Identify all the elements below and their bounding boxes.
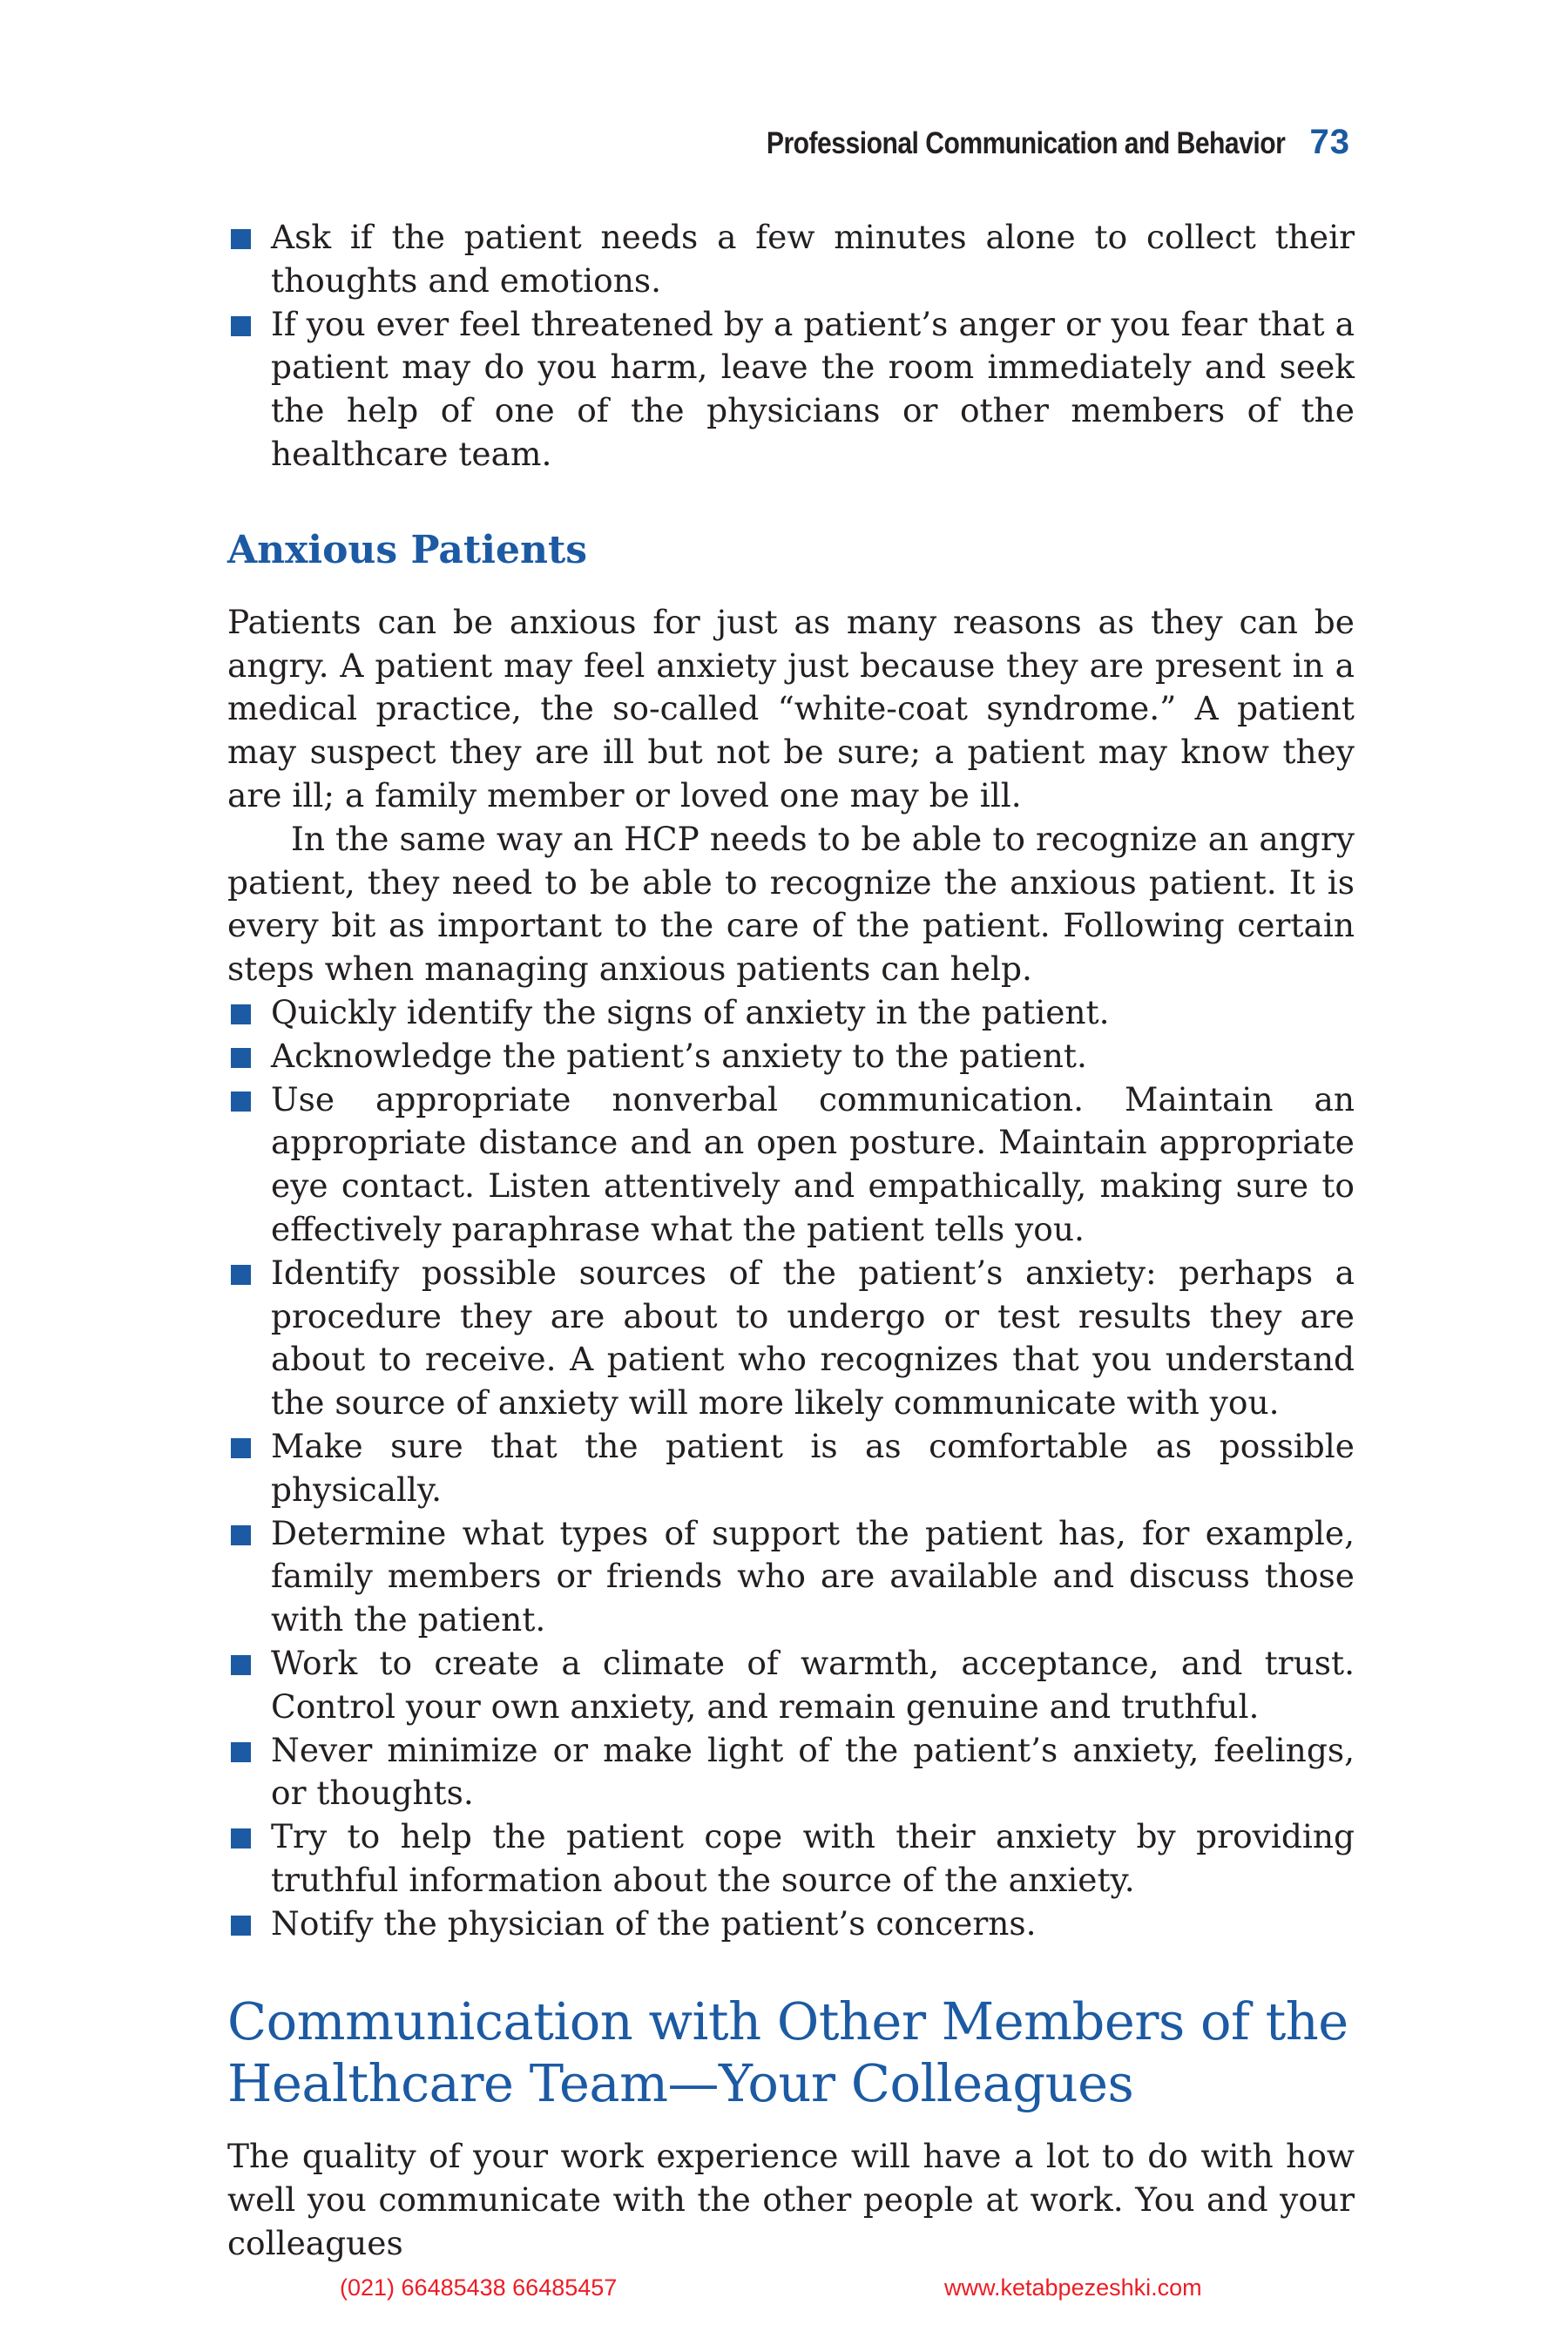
list-item-text: Acknowledge the patient’s anxiety to the patient.	[271, 1036, 1087, 1075]
list-item	[227, 1815, 1355, 1903]
square-bullet-icon	[231, 229, 251, 249]
list-item	[227, 1729, 1355, 1816]
paragraph: Patients can be anxious for just as many reasons as they can be angry. A patient may feel anxiety just because they are present in a medical practice, the so-called “white-coat syndrome.” A patient may suspect they are ill but not be sure; a patient may know they are ill; a family member or loved one may be ill.	[227, 602, 1355, 814]
page-body	[227, 216, 1355, 2266]
list-item-text: Work to create a climate of warmth, acceptance, and trust. Control your own anxiety, and remain genuine and truthful.	[271, 1643, 1355, 1726]
list-item	[227, 1035, 1355, 1078]
paragraph: In the same way an HCP needs to be able to recognize an angry patient, they need to be able to recognize the anxious patient. It is every bit as important to the care of the patient. Following certain steps when managing anxious patients can help.	[227, 819, 1355, 989]
list-item-text: Ask if the patient needs a few minutes alone to collect their thoughts and emotions.	[271, 218, 1355, 300]
square-bullet-icon	[231, 1742, 251, 1762]
square-bullet-icon	[231, 1092, 251, 1112]
top-bullet-list	[227, 216, 1355, 476]
list-item-text: Determine what types of support the patient has, for example, family members or friends who are available and discuss those with the patient.	[271, 1513, 1355, 1639]
section-heading-colleagues: Communication with Other Members of the Healthcare Team—Your Colleagues	[227, 1991, 1348, 2114]
list-item-text: Make sure that the patient is as comfortable as possible physically.	[271, 1426, 1355, 1509]
square-bullet-icon	[231, 1438, 251, 1458]
square-bullet-icon	[231, 1655, 251, 1675]
running-head	[682, 123, 1350, 172]
list-item	[227, 1425, 1355, 1512]
square-bullet-icon	[231, 1048, 251, 1068]
list-item-text: Never minimize or make light of the patient’s anxiety, feelings, or thoughts.	[271, 1730, 1355, 1813]
square-bullet-icon	[231, 1916, 251, 1936]
footer-website-link[interactable]: www.ketabpezeshki.com	[944, 2274, 1202, 2301]
list-item	[227, 1903, 1355, 1946]
square-bullet-icon	[231, 316, 251, 336]
list-item	[227, 303, 1355, 476]
footer-phone: (021) 66485438 66485457	[340, 2274, 618, 2301]
list-item-text: Identify possible sources of the patient’s anxiety: perhaps a procedure they are about to undergo or test results they are about to receive. A patient who recognizes that you understand the source of anxiety will more likely communicate with you.	[271, 1253, 1355, 1423]
list-item-text: If you ever feel threatened by a patient’s anger or you fear that a patient may do you harm, leave the room immediately and seek the help of one of the physicians or other members of the healthcare team.	[271, 304, 1355, 473]
list-item-text: Quickly identify the signs of anxiety in the patient.	[271, 992, 1110, 1031]
square-bullet-icon	[231, 1265, 251, 1285]
list-item	[227, 991, 1355, 1035]
list-item	[227, 1642, 1355, 1729]
section-heading-anxious-patients: Anxious Patients	[227, 527, 588, 572]
list-item	[227, 1078, 1355, 1252]
running-title: Professional Communication and Behavior	[767, 126, 1286, 160]
list-item	[227, 1252, 1355, 1425]
square-bullet-icon	[231, 1004, 251, 1024]
list-item	[227, 216, 1355, 303]
list-item	[227, 1512, 1355, 1642]
paragraph: The quality of your work experience will have a lot to do with how well you communicate with the other people at work. You and your colleagues	[227, 2137, 1355, 2263]
square-bullet-icon	[231, 1525, 251, 1545]
list-item-text: Use appropriate nonverbal communication. Maintain an appropriate distance and an open posture. Maintain appropriate eye contact. Listen attentively and empathically, making sure to effectively paraphrase what the patient tells you.	[271, 1079, 1355, 1248]
square-bullet-icon	[231, 1828, 251, 1848]
list-item-text: Try to help the patient cope with their anxiety by providing truthful information about the source of the anxiety.	[271, 1817, 1355, 1899]
list-item-text: Notify the physician of the patient’s concerns.	[271, 1903, 1037, 1943]
anxious-bullet-list	[227, 991, 1355, 1946]
page-number: 73	[1309, 123, 1350, 161]
